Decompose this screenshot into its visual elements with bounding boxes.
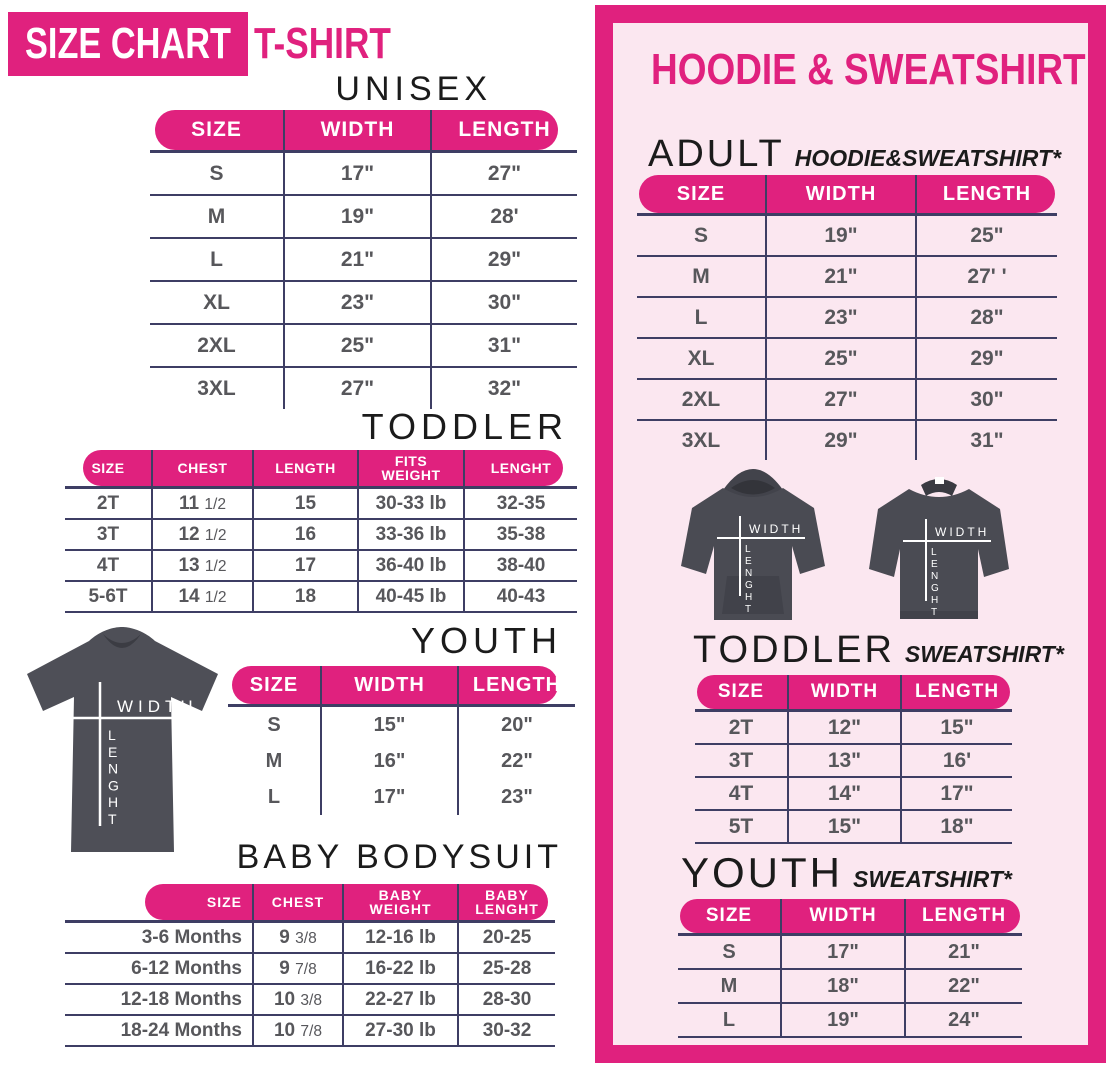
- fraction: 1/2: [204, 495, 227, 513]
- value-cell: 12-16 lb: [343, 922, 458, 954]
- value-cell: 16-22 lb: [343, 953, 458, 984]
- table-row: [678, 935, 1022, 970]
- size-cell: 2T: [96, 492, 120, 514]
- table-row: [637, 256, 1057, 297]
- size-cell: S: [209, 161, 224, 185]
- size-cell: 3T: [96, 523, 120, 545]
- value-cell: 18": [781, 969, 905, 1003]
- adult-section-header: [648, 133, 1061, 176]
- adult-title: ADULT: [648, 133, 785, 175]
- table-row: [150, 152, 577, 196]
- value-cell: 25": [284, 324, 431, 367]
- size-cell: S: [722, 940, 736, 963]
- toddler-sweatshirt-size-table: [695, 675, 1012, 844]
- value-cell: 29": [766, 420, 916, 460]
- value-cell: 20": [458, 706, 575, 744]
- table-row: [150, 367, 577, 409]
- size-cell: 3T: [728, 748, 754, 772]
- length-label: L E N G H T: [108, 727, 119, 827]
- value-cell: 25": [916, 215, 1057, 257]
- value-cell: 21": [766, 256, 916, 297]
- size-cell: 4T: [96, 554, 120, 576]
- value-cell: 33-36 lb: [358, 519, 464, 550]
- size-cell: S: [693, 223, 708, 247]
- column-header: SIZE: [206, 894, 242, 910]
- value-cell: 15": [788, 810, 901, 843]
- table-row: [150, 281, 577, 324]
- value-cell: 13 1/2: [152, 550, 253, 581]
- value-cell: 22-27 lb: [343, 984, 458, 1015]
- sweatshirt-tag: [935, 477, 944, 484]
- hoodie-image: [673, 446, 833, 634]
- youth-sweatshirt-subtitle: SWEATSHIRT*: [853, 866, 1012, 892]
- adult-size-table: [637, 175, 1057, 460]
- column-header: LENGTH: [901, 675, 1012, 711]
- value-cell: 21": [284, 238, 431, 281]
- size-cell: 5-6T: [88, 585, 128, 607]
- value-cell: 19": [766, 215, 916, 257]
- size-cell: 3XL: [197, 376, 236, 400]
- value-cell: 12": [788, 711, 901, 745]
- table-row: [637, 338, 1057, 379]
- baby-bodysuit-size-table: [65, 884, 555, 1047]
- table-row: [695, 777, 1012, 810]
- column-header: WIDTH: [781, 899, 905, 935]
- value-cell: 35-38: [464, 519, 577, 550]
- column-header: LENGTH: [431, 110, 577, 152]
- table-row: [695, 810, 1012, 843]
- width-label: WIDTH: [749, 522, 804, 536]
- table-row: [150, 195, 577, 238]
- column-header: SIZE: [705, 905, 753, 926]
- fraction: 1/2: [204, 557, 227, 575]
- length-label: L E N G H T: [931, 547, 939, 618]
- toddler-sweatshirt-subtitle: SWEATSHIRT*: [904, 641, 1064, 667]
- size-cell: 12-18 Months: [120, 988, 242, 1010]
- youth-size-table: [228, 666, 575, 815]
- toddler-title: TODDLER: [361, 406, 568, 447]
- value-cell: 10 3/8: [253, 984, 343, 1015]
- value-cell: 16': [901, 744, 1012, 777]
- fraction: 1/2: [204, 526, 227, 544]
- value-cell: 10 7/8: [253, 1015, 343, 1046]
- value-cell: 19": [284, 195, 431, 238]
- value-cell: 24": [905, 1003, 1022, 1037]
- value-cell: 32-35: [464, 488, 577, 520]
- value-cell: 19": [781, 1003, 905, 1037]
- column-header: BABY WEIGHT: [343, 884, 458, 922]
- fraction: 3/8: [300, 991, 323, 1009]
- youth-sweatshirt-size-table: [678, 899, 1022, 1038]
- value-cell: 15: [253, 488, 358, 520]
- value-cell: 14 1/2: [152, 581, 253, 612]
- size-cell: M: [207, 204, 226, 228]
- value-cell: 23": [458, 779, 575, 815]
- size-cell: L: [694, 305, 708, 329]
- value-cell: 17": [901, 777, 1012, 810]
- table-row: [695, 744, 1012, 777]
- column-header: WIDTH: [788, 675, 901, 711]
- value-cell: 23": [766, 297, 916, 338]
- value-cell: 12 1/2: [152, 519, 253, 550]
- value-cell: 40-43: [464, 581, 577, 612]
- hoodie-pocket: [722, 576, 784, 614]
- table-row: [695, 711, 1012, 745]
- fraction: 1/2: [204, 588, 227, 606]
- table-row: [678, 969, 1022, 1003]
- value-cell: 29": [431, 238, 577, 281]
- value-cell: 14": [788, 777, 901, 810]
- hoodie-sweatshirt-panel-title: HOODIE & SWEATSHIRT: [651, 45, 1086, 94]
- toddler-sweatshirt-title: TODDLER: [693, 629, 895, 671]
- value-cell: 9 7/8: [253, 953, 343, 984]
- table-row: [228, 779, 575, 815]
- unisex-size-table: [150, 110, 577, 409]
- size-cell: 5T: [728, 814, 754, 838]
- value-cell: 40-45 lb: [358, 581, 464, 612]
- size-cell: 3-6 Months: [141, 926, 242, 948]
- column-header: SIZE: [249, 673, 299, 696]
- column-header: LENGTH: [458, 666, 575, 706]
- table-row: [228, 706, 575, 744]
- value-cell: 13": [788, 744, 901, 777]
- size-cell: 6-12 Months: [131, 957, 242, 979]
- toddler-sweatshirt-section-header: [693, 629, 1064, 672]
- column-header: CHEST: [253, 884, 343, 922]
- value-cell: 31": [431, 324, 577, 367]
- column-header: LENGHT: [464, 450, 577, 488]
- tshirt-section-title-label: T-SHIRT: [254, 19, 391, 68]
- value-cell: 11 1/2: [152, 488, 253, 520]
- size-cell: L: [722, 1008, 736, 1031]
- column-header: CHEST: [152, 450, 253, 488]
- column-header: WIDTH: [766, 175, 916, 215]
- value-cell: 36-40 lb: [358, 550, 464, 581]
- value-cell: 29": [916, 338, 1057, 379]
- size-chart-badge-label: SIZE CHART: [25, 19, 231, 68]
- size-chart-badge: [8, 12, 248, 76]
- value-cell: 27' ': [916, 256, 1057, 297]
- value-cell: 22": [905, 969, 1022, 1003]
- value-cell: 20-25: [458, 922, 555, 954]
- hoodie-sweatshirt-panel: [595, 5, 1106, 1063]
- column-header: SIZE: [717, 681, 765, 702]
- column-header: SIZE: [191, 118, 242, 141]
- table-row: [65, 488, 577, 520]
- table-row: [65, 581, 577, 612]
- size-cell: 3XL: [681, 428, 721, 452]
- value-cell: 9 3/8: [253, 922, 343, 954]
- value-cell: 25-28: [458, 953, 555, 984]
- column-header: WIDTH: [321, 666, 458, 706]
- youth-sweatshirt-section-header: [681, 849, 1012, 897]
- size-cell: S: [267, 713, 281, 736]
- table-row: [65, 550, 577, 581]
- size-cell: XL: [687, 346, 715, 370]
- value-cell: 27": [766, 379, 916, 420]
- value-cell: 38-40: [464, 550, 577, 581]
- table-row: [228, 743, 575, 779]
- table-row: [637, 379, 1057, 420]
- adult-subtitle: HOODIE&SWEATSHIRT*: [794, 145, 1061, 171]
- value-cell: 28-30: [458, 984, 555, 1015]
- table-row: [65, 519, 577, 550]
- value-cell: 15": [321, 706, 458, 744]
- value-cell: 17: [253, 550, 358, 581]
- width-label: WIDTH: [117, 697, 198, 716]
- size-cell: 4T: [728, 781, 754, 805]
- size-cell: 2T: [728, 715, 754, 739]
- value-cell: 16": [321, 743, 458, 779]
- tshirt-section-title: [254, 12, 425, 76]
- value-cell: 32": [431, 367, 577, 409]
- value-cell: 18": [901, 810, 1012, 843]
- column-header: WIDTH: [284, 110, 431, 152]
- size-cell: 2XL: [197, 333, 236, 357]
- fraction: 3/8: [295, 929, 317, 947]
- value-cell: 27": [284, 367, 431, 409]
- fraction: 7/8: [295, 960, 317, 978]
- value-cell: 28': [431, 195, 577, 238]
- value-cell: 22": [458, 743, 575, 779]
- value-cell: 28": [916, 297, 1057, 338]
- width-label: WIDTH: [935, 525, 990, 539]
- table-row: [65, 953, 555, 984]
- table-row: [65, 922, 555, 954]
- fraction: 7/8: [300, 1022, 323, 1040]
- value-cell: 25": [766, 338, 916, 379]
- value-cell: 18: [253, 581, 358, 612]
- column-header: SIZE: [676, 182, 726, 205]
- value-cell: 15": [901, 711, 1012, 745]
- table-row: [65, 1015, 555, 1046]
- value-cell: 23": [284, 281, 431, 324]
- table-row: [678, 1003, 1022, 1037]
- sweatshirt-image: [859, 451, 1019, 633]
- column-header: LENGTH: [905, 899, 1022, 935]
- size-cell: 2XL: [681, 387, 721, 411]
- size-cell: L: [267, 785, 281, 808]
- sweatshirt-hem: [900, 611, 978, 619]
- size-cell: M: [265, 749, 283, 772]
- value-cell: 27-30 lb: [343, 1015, 458, 1046]
- size-cell: M: [692, 264, 710, 288]
- baby-bodysuit-title: BABY BODYSUIT: [236, 838, 562, 876]
- unisex-title: UNISEX: [335, 70, 492, 108]
- value-cell: 17": [781, 935, 905, 970]
- length-label: L E N G H T: [745, 544, 753, 615]
- toddler-size-table: [65, 450, 577, 613]
- value-cell: 17": [284, 152, 431, 196]
- youth-title: YOUTH: [411, 620, 562, 661]
- table-row: [637, 215, 1057, 257]
- column-header: FITS WEIGHT: [358, 450, 464, 488]
- value-cell: 30": [916, 379, 1057, 420]
- column-header: LENGTH: [916, 175, 1057, 215]
- value-cell: 17": [321, 779, 458, 815]
- value-cell: 30-32: [458, 1015, 555, 1046]
- value-cell: 30": [431, 281, 577, 324]
- table-row: [150, 324, 577, 367]
- size-cell: M: [720, 974, 738, 997]
- table-row: [637, 297, 1057, 338]
- table-row: [150, 238, 577, 281]
- column-header: BABY LENGHT: [458, 884, 555, 922]
- column-header: LENGTH: [253, 450, 358, 488]
- value-cell: 16: [253, 519, 358, 550]
- value-cell: 27": [431, 152, 577, 196]
- value-cell: 31": [916, 420, 1057, 460]
- youth-sweatshirt-title: YOUTH: [681, 849, 843, 896]
- size-cell: XL: [203, 290, 230, 314]
- table-row: [637, 420, 1057, 460]
- size-cell: L: [210, 247, 223, 271]
- value-cell: 21": [905, 935, 1022, 970]
- size-cell: 18-24 Months: [120, 1019, 242, 1041]
- sweatshirt-body: [869, 489, 1009, 619]
- table-row: [65, 984, 555, 1015]
- value-cell: 30-33 lb: [358, 488, 464, 520]
- column-header: SIZE: [91, 460, 125, 476]
